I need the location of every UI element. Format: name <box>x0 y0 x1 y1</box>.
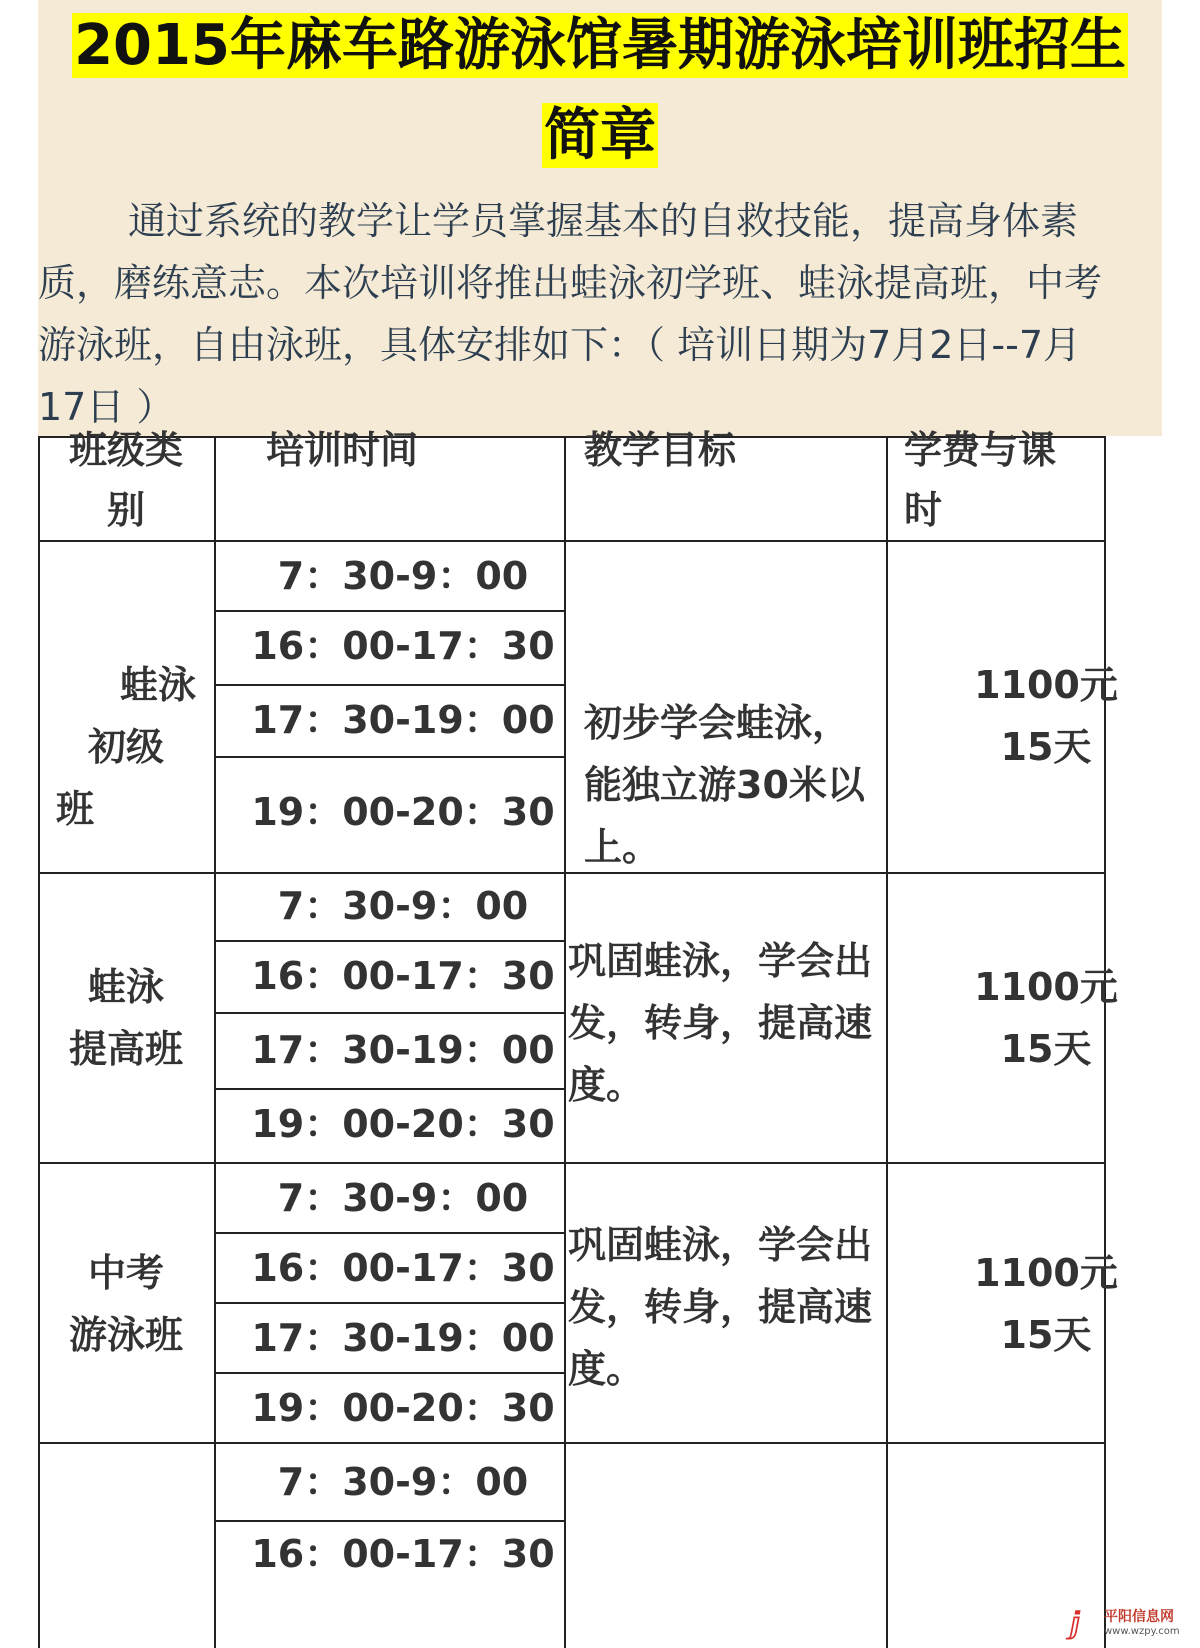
time-slot: 16：00-17：30 <box>251 954 555 998</box>
site-logo-icon: ⅉ <box>1070 1606 1081 1641</box>
time-slot: 16：00-17：30 <box>251 1532 555 1576</box>
fee-line: 15天 <box>1000 725 1092 769</box>
header-time: 培训时间 <box>266 428 419 472</box>
fee-and-duration <box>936 1242 1156 1366</box>
header-class-line1: 班级类 <box>68 428 183 472</box>
time-slot: 19：00-20：30 <box>251 1386 555 1430</box>
page-title-line2: 简章 <box>544 103 656 168</box>
fee-and-duration <box>936 956 1156 1080</box>
class-line: 蛙泳 <box>87 965 164 1009</box>
site-name: 平阳信息网 <box>1104 1609 1174 1625</box>
fee-line: 1100元 <box>974 663 1118 707</box>
header-fee <box>904 420 1056 540</box>
time-slot: 7：30-9：00 <box>277 554 529 598</box>
intro-line: 质，磨练意志。本次培训将推出蛙泳初学班、蛙泳提高班，中考 <box>38 261 1103 305</box>
fee-line: 15天 <box>1000 1027 1092 1071</box>
time-slot: 7：30-9：00 <box>277 884 529 928</box>
goal-line: 度。 <box>568 1347 645 1391</box>
class-line: 蛙泳 <box>119 663 196 707</box>
header-goal: 教学目标 <box>584 428 737 472</box>
schedule-table <box>38 428 1162 1648</box>
teaching-goal <box>584 692 865 878</box>
goal-line: 上。 <box>584 825 661 869</box>
fee-and-duration <box>936 654 1156 778</box>
time-slot: 16：00-17：30 <box>251 624 555 668</box>
site-url: www.wzpy.com <box>1104 1626 1180 1637</box>
goal-line: 发，转身，提高速 <box>568 1001 873 1045</box>
time-slot: 17：30-19：00 <box>251 1316 555 1360</box>
fee-line: 1100元 <box>974 965 1118 1009</box>
goal-line: 发，转身，提高速 <box>568 1285 873 1329</box>
time-slot: 7：30-9：00 <box>277 1460 529 1504</box>
class-line: 游泳班 <box>68 1313 183 1357</box>
class-line: 初级 <box>87 725 164 769</box>
time-slot: 19：00-20：30 <box>251 1102 555 1146</box>
fee-line: 1100元 <box>974 1251 1118 1295</box>
goal-line: 初步学会蛙泳， <box>584 701 851 745</box>
class-line: 中考 <box>87 1251 164 1295</box>
header-class-line2: 别 <box>106 488 145 532</box>
class-line: 班 <box>56 787 95 831</box>
header-class <box>38 420 214 540</box>
intro-line: 17日 ） <box>38 385 175 429</box>
goal-line: 度。 <box>568 1063 645 1107</box>
time-slot: 17：30-19：00 <box>251 1028 555 1072</box>
time-slot: 19：00-20：30 <box>251 790 555 834</box>
time-slot: 16：00-17：30 <box>251 1246 555 1290</box>
class-line: 提高班 <box>68 1027 183 1071</box>
class-name <box>56 654 196 840</box>
class-name <box>38 1242 214 1366</box>
header-fee-line1: 学费与课 <box>904 428 1057 472</box>
site-watermark <box>1070 1604 1200 1648</box>
time-slot: 17：30-19：00 <box>251 698 555 742</box>
teaching-goal <box>568 930 872 1116</box>
class-name <box>38 956 214 1080</box>
goal-line: 巩固蛙泳，学会出 <box>568 1223 873 1267</box>
header-fee-line2: 时 <box>904 488 943 532</box>
goal-line: 巩固蛙泳，学会出 <box>568 939 873 983</box>
page-title: 2015年麻车路游泳馆暑期游泳培训班招生 <box>74 13 1126 78</box>
intro-line: 通过系统的教学让学员掌握基本的自救技能，提高身体素 <box>128 199 1079 243</box>
goal-line: 能独立游30米以 <box>584 763 865 807</box>
teaching-goal <box>568 1214 872 1400</box>
intro-line: 游泳班，自由泳班，具体安排如下：（ 培训日期为7月2日--7月 <box>38 323 1082 367</box>
time-slot: 7：30-9：00 <box>277 1176 529 1220</box>
fee-line: 15天 <box>1000 1313 1092 1357</box>
intro-paragraph <box>38 190 1162 438</box>
